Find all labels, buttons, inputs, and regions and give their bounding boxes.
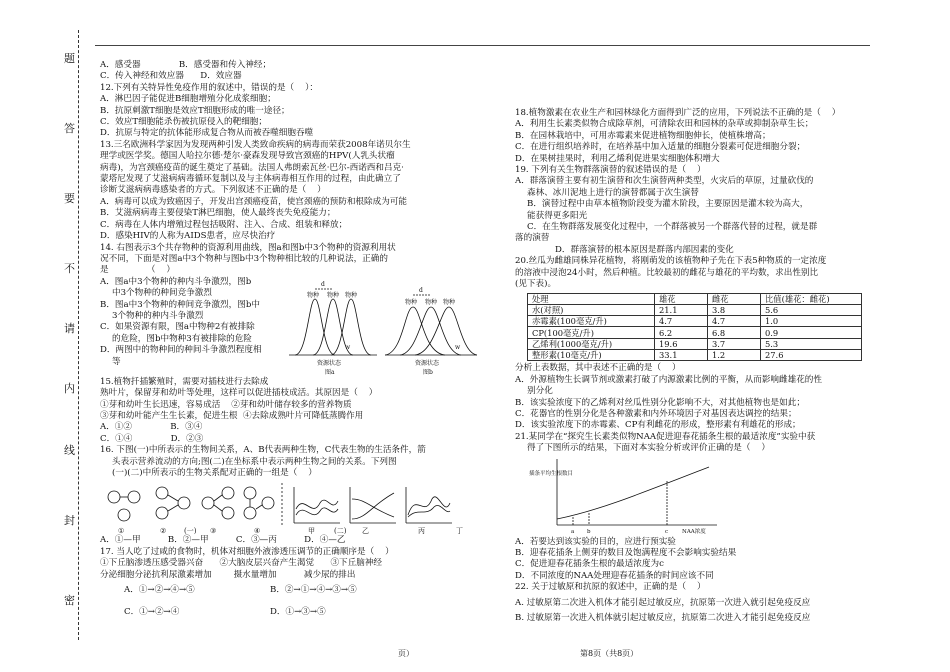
text-line: A．病毒可以成为致癌因子，开发出宫颈癌疫苗，使宫颈癌的预防和根除成为可能 bbox=[100, 196, 407, 207]
text-line: B．演替过程中由草本植物阶段变为灌木阶段，主要原因是灌木较为高大， bbox=[527, 199, 809, 210]
resource-curves-figure bbox=[285, 277, 480, 377]
species-label: 物种 bbox=[327, 291, 340, 299]
text-line: A．若要达到该实验的目的，应进行预实验 bbox=[515, 536, 676, 547]
text-line: C．花器官的性别分化是各种激素和内外环境因子对基因表达调控的结果； bbox=[515, 408, 797, 419]
text-line: 理学或医学奖。德国人哈拉尔德·楚尔·豪森发现导致宫颈癌的HPV(人乳头状瘤 bbox=[100, 151, 395, 162]
text-line: 分泌细胞分泌抗利尿激素增加 摄水量增加 减少尿的排出 bbox=[100, 569, 356, 580]
text-line: A．淋巴因子能促进B细胞增殖分化成浆细胞； bbox=[100, 94, 276, 105]
relation-number: ③ bbox=[210, 527, 217, 536]
left-block-c bbox=[100, 547, 482, 581]
text-line: A．群落演替主要有初生演替和次生演替两种类型，火灾后的草原，过量砍伐的 bbox=[515, 176, 814, 187]
header-cell: 比值(雄花：雌花) bbox=[761, 293, 862, 304]
text-line: D．该实验浓度下的赤霉素、CP有利雌花的形成，整形素有利雄花的形成； bbox=[515, 420, 801, 431]
left-column bbox=[100, 60, 482, 621]
text-line: C．促进迎春花插条生根的最适浓度为c bbox=[515, 559, 664, 570]
option-line: 的危险，图b中物种3有被排除的危险 bbox=[112, 333, 252, 344]
option-line: 中3个物种的种间竞争激烈 bbox=[112, 288, 212, 299]
text-line: A．感受器 B．感受器和传入神经； bbox=[100, 60, 272, 70]
text-line: D．群落演替的根本原因是群落内部因素的变化 bbox=[555, 244, 734, 255]
left-block-a bbox=[100, 60, 482, 277]
option-line: D．两图中的物种间的种间斗争激烈程度相 bbox=[100, 345, 262, 356]
cell: 4.7 bbox=[655, 316, 708, 327]
text-line: (见下表)。 bbox=[515, 279, 557, 290]
text-line: 19. 下列有关生物群落演替的叙述错误的是（ ） bbox=[515, 165, 706, 176]
table-row bbox=[528, 304, 862, 315]
margin-char: 封 bbox=[64, 510, 75, 530]
text-line: B．该实验浓度下的乙烯利对丝瓜性别分化影响不大，对其他植物也是如此； bbox=[515, 397, 805, 408]
part-label: (二) bbox=[334, 527, 347, 536]
sex-ratio-table bbox=[527, 293, 862, 362]
option-line: 等 bbox=[112, 356, 121, 367]
species-label: 物种 bbox=[345, 291, 358, 299]
text-line: 得了下图所示的结果，下面对本实验分析或评价正确的是（ ） bbox=[527, 443, 770, 454]
left-footer: 页） bbox=[398, 649, 414, 658]
q14-options bbox=[100, 277, 285, 377]
margin-char: 密 bbox=[64, 590, 75, 610]
text-line: 18.植物激素在农业生产和园林绿化方面得到广泛的应用，下列说法不正确的是（ ） bbox=[515, 108, 841, 118]
relations-figure bbox=[100, 479, 482, 535]
graph-label: 丁 bbox=[456, 527, 463, 536]
text-line: ①芽和幼叶生长迅速，容易成活 ②芽和幼叶储存较多的营养物质 bbox=[100, 399, 352, 410]
header-cell: 处理 bbox=[528, 293, 655, 304]
d-label: d bbox=[321, 280, 325, 288]
text-line: 是 （ ） bbox=[100, 265, 175, 276]
curve-b2 bbox=[400, 307, 461, 355]
cell: 6.8 bbox=[708, 327, 761, 338]
text-line: A．外源植物生长调节剂或激素打破了内源激素比例的平衡，从而影响雌雄花的性 bbox=[515, 374, 822, 385]
table-row bbox=[528, 349, 862, 360]
q14-block bbox=[100, 277, 482, 377]
table-row bbox=[528, 316, 862, 327]
option-line: B．图a中3个物种的种间竞争激烈，图b中 bbox=[100, 299, 260, 310]
table-row bbox=[528, 338, 862, 349]
text-line: 13.三名欧洲科学家因为发现两种引发人类致命疾病的病毒而荣获2008年诺贝尔生 bbox=[100, 139, 411, 150]
text-line: D．在果树挂果时，利用乙烯利促进果实细胞体积增大 bbox=[515, 153, 720, 164]
right-block-c bbox=[515, 537, 880, 625]
table-header bbox=[528, 293, 862, 304]
species-label: 物种 bbox=[425, 298, 438, 306]
cell: 5.3 bbox=[761, 338, 862, 349]
text-line: 的溶液中浸泡24小时，然后种植。比较最初的雌花与雄花的平均数，求出性别比 bbox=[515, 267, 819, 278]
y-axis-label: 插条平均生根数目 bbox=[529, 470, 574, 477]
text-line: C．在生物群落发展变化过程中，一个群落被另一个群落代替的过程，就是群 bbox=[527, 222, 818, 233]
right-block-a bbox=[515, 108, 880, 291]
text-line: 森林、冰川泥地上进行的演替都属于次生演替 bbox=[527, 187, 699, 198]
x-tick: a bbox=[571, 528, 575, 535]
text-line: 14. 右图表示3个共存物种的资源利用曲线，图a和图b中3个物种的资源利用状 bbox=[100, 242, 396, 253]
text-line: 22. 关于过敏原和抗原的叙述中，正确的是（ ） bbox=[515, 582, 706, 593]
option-line: C．①→②→④ bbox=[124, 607, 180, 617]
header-cell: 雌花 bbox=[708, 293, 761, 304]
graph-label: 乙 bbox=[362, 527, 369, 536]
text-line: 15.植物扦插繁殖时，需要对插枝进行去除成 bbox=[100, 376, 269, 387]
text-line: B．迎春花插条上侧芽的数目及饱满程度不会影响实验结果 bbox=[515, 547, 737, 558]
cell: 整形素(10毫克/升) bbox=[528, 349, 655, 360]
option-line: A．图a中3个物种的种内斗争激烈，图b bbox=[100, 276, 252, 287]
w-label: w bbox=[455, 343, 461, 351]
text-line: B．艾滋病病毒主要侵染T淋巴细胞，使人最终丧失免疫能力； bbox=[100, 208, 336, 219]
margin-char: 题 bbox=[64, 48, 75, 68]
cell: 3.7 bbox=[708, 338, 761, 349]
q17-options bbox=[100, 581, 482, 621]
margin-char: 答 bbox=[64, 118, 75, 138]
cell: 4.7 bbox=[708, 316, 761, 327]
cell: 水(对照) bbox=[528, 304, 655, 315]
margin-char: 内 bbox=[64, 378, 75, 398]
x-tick: b bbox=[587, 528, 591, 535]
figure-label-a: 图a bbox=[325, 368, 335, 376]
species-label: 物种 bbox=[443, 298, 456, 306]
text-line: (一)(二)中所表示的生物关系配对正确的一组是（ ） bbox=[112, 467, 317, 478]
text-line: C．①④ D．②③ bbox=[100, 433, 204, 444]
cell: 0.9 bbox=[761, 327, 862, 338]
cell: CP(100毫克/升) bbox=[528, 327, 655, 338]
d-label: d bbox=[419, 286, 423, 294]
option-line: 3个物种的种内斗争激烈 bbox=[112, 310, 204, 321]
cell: 1.0 bbox=[761, 316, 862, 327]
right-block-b bbox=[515, 363, 880, 454]
table-row bbox=[528, 327, 862, 338]
text-line: 别分化 bbox=[527, 386, 553, 397]
text-line: 能获得更多阳光 bbox=[527, 210, 588, 221]
right-column bbox=[515, 60, 880, 624]
cell: 6.2 bbox=[655, 327, 708, 338]
cell: 33.1 bbox=[655, 349, 708, 360]
text-line: 落的演替 bbox=[515, 233, 550, 244]
graph-label: 丙 bbox=[418, 527, 425, 536]
left-block-b bbox=[100, 377, 482, 480]
text-line: 21.某同学在“探究生长素类似物NAA促进迎春花插条生根的最适浓度”实验中获 bbox=[515, 431, 816, 442]
header-rule bbox=[95, 45, 870, 46]
text-line: 头表示营养流动的方向;图(二)在坐标系中表示两种生物之间的关系。下列图 bbox=[112, 456, 397, 467]
text-line: A．①② B．③④ bbox=[100, 422, 203, 433]
text-line: D．不同浓度的NAA处理迎春花插条的时间应该不同 bbox=[515, 570, 714, 581]
x-axis-label: NAA浓度 bbox=[682, 528, 706, 535]
margin-char: 请 bbox=[64, 318, 75, 338]
relation-number: ① bbox=[118, 527, 125, 536]
q16-options: A．①—甲 B．②—甲 C．③—丙 D．④—乙 bbox=[100, 535, 346, 546]
axis-caption: 资源状态 bbox=[317, 359, 342, 367]
cell: 27.6 bbox=[761, 349, 862, 360]
text-line: 熟叶片，保留芽和幼叶等处理，这样可以促进插枝成活。其原因是（ ） bbox=[100, 388, 378, 399]
page-footer: 第8页（共8页） bbox=[580, 649, 639, 658]
margin-char: 线 bbox=[64, 440, 75, 460]
cell: 乙烯利(1000毫克/升) bbox=[528, 338, 655, 349]
part-label: (一) bbox=[184, 527, 197, 536]
cell: 21.1 bbox=[655, 304, 708, 315]
text-line: 病毒)，为宫颈癌疫苗的诞生奠定了基础。法国人弗朗索瓦丝·巴尔-西诺西和吕克· bbox=[100, 162, 404, 173]
figure-label-b: 图b bbox=[423, 368, 433, 376]
cell: 1.2 bbox=[708, 349, 761, 360]
seal-line bbox=[78, 30, 79, 640]
text-line: B．在园林栽培中，可用赤霉素来促进植物细胞伸长，使植株增高； bbox=[515, 130, 771, 141]
text-line: 17. 当人吃了过咸的食物时，机体对细胞外液渗透压调节的正确顺序是（ ） bbox=[100, 546, 394, 557]
cell: 3.8 bbox=[708, 304, 761, 315]
text-line: C．在进行组织培养时，在培养基中加入适量的细胞分裂素可促进细胞分裂； bbox=[515, 142, 806, 153]
text-line: 分析上表数据，其中表述不正确的是（ ） bbox=[515, 363, 681, 374]
text-line: 20.丝瓜为雌雄同株异花植物，将刚萌发的该植物种子先在下表5种物质的一定浓度 bbox=[515, 256, 827, 267]
text-line: 况不同，下面是对图a中3个物种与图b中3个物种相比较的几种说法，正确的 bbox=[100, 253, 388, 264]
relation-number: ② bbox=[160, 527, 167, 536]
text-line: 蒙塔尼发现了艾滋病病毒循环复制以及与主体病毒相互作用的过程，由此确立了 bbox=[100, 174, 401, 185]
graph-label: 甲 bbox=[308, 527, 315, 536]
text-line: D．抗原与特定的抗体能形成复合物从而被吞噬细胞吞噬 bbox=[100, 128, 314, 139]
axis-caption: 资源状态 bbox=[415, 359, 440, 367]
text-line: A. 过敏原第二次进入机体才能引起过敏反应，抗原第一次进入就引起免疫反应 bbox=[515, 597, 811, 608]
option-line: C．如果资源有限，图a中物种2有被排除 bbox=[100, 322, 255, 333]
text-line: 诊断艾滋病病毒感染者的方式。下列叙述不正确的是（ ） bbox=[100, 185, 326, 196]
margin-char: 不 bbox=[64, 258, 75, 278]
text-line: C．效应T细胞能杀伤被抗原侵入的靶细胞； bbox=[100, 117, 267, 128]
species-label: 物种 bbox=[405, 298, 418, 306]
header-cell: 雄花 bbox=[655, 293, 708, 304]
text-line: C．传入神经和效应器 D．效应器 bbox=[100, 71, 242, 82]
text-line: D．感染HIV的人称为AIDS患者，应尽快治疗 bbox=[100, 231, 276, 242]
text-line: ③芽和幼叶能产生生长素，促进生根 ④去除成熟叶片可降低蒸腾作用 bbox=[100, 410, 364, 421]
option-line: D．①→③→⑤ bbox=[270, 607, 326, 617]
text-line: A．利用生长素类似物合成除草剂，可清除农田和园林的杂草或抑制杂草生长； bbox=[515, 119, 814, 130]
option-line: B．②→①→④→③→⑤ bbox=[270, 585, 357, 595]
text-line: B. 过敏原第一次进入机体就引起过敏反应，抗原第二次进入才能引起免疫反应 bbox=[515, 612, 811, 623]
cell: 19.6 bbox=[655, 338, 708, 349]
cell: 5.6 bbox=[761, 304, 862, 315]
option-line: A．①→②→④→⑤ bbox=[124, 585, 195, 595]
text-line: C．病毒在人体内增殖过程包括吸附、注入、合成、组装和释放； bbox=[100, 219, 348, 230]
margin-char: 要 bbox=[64, 188, 75, 208]
cell: 赤霉素(100毫克/升) bbox=[528, 316, 655, 327]
text-line: 16. 下图(一)中所表示的生物间关系，A、B代表两种生物，C代表生物的生活条件，箭 bbox=[100, 445, 426, 456]
x-tick: c bbox=[665, 528, 669, 535]
naa-graph bbox=[527, 455, 767, 537]
text-line: B．抗原刺激T细胞是效应T细胞形成的唯一途径； bbox=[100, 105, 290, 116]
binding-margin bbox=[0, 0, 92, 672]
text-line: ①下丘脑渗透压感受器兴奋 ②大脑皮层兴奋产生渴觉 ③下丘脑神经 bbox=[100, 558, 383, 569]
w-label: w bbox=[345, 343, 351, 351]
text-line: 12.下列有关特异性免疫作用的叙述中，错误的是（ ）： bbox=[100, 82, 318, 93]
relation-number: ④ bbox=[254, 527, 261, 536]
species-label: 物种 bbox=[307, 291, 320, 299]
